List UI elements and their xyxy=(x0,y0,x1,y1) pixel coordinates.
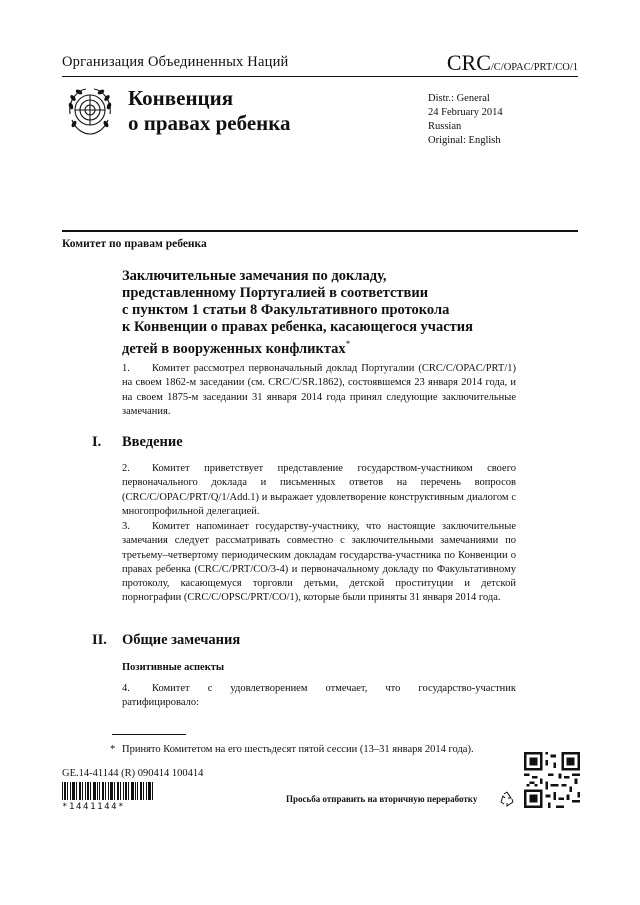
barcode-number: *1441144* xyxy=(62,802,126,812)
document-symbol xyxy=(447,50,578,76)
paragraph-text: Комитет напоминает государству-участнику, что настоящие заключительные замечания следует рассматривать совместно с заключительными замечаниями по третьему–четвертому периодическим докладам государства-участника по Конвенции о правах ребенка (CRC/C/PRT/CO/3-4) и первоначальному докладу по Факультативному протоколу, касающемуся торговли детьми, детской проституции и детской порнографии (CRC/C/OPSC/PRT/CO/1), которые были приняты 31 января 2014 года. xyxy=(122,521,516,604)
title-line4: к Конвенции о правах ребенка, касающегося участия xyxy=(122,319,473,335)
barcode-icon xyxy=(62,782,154,800)
section-number: II. xyxy=(92,632,107,648)
qr-code-icon xyxy=(524,752,580,808)
paragraph-3 xyxy=(122,520,516,606)
committee-name: Комитет по правам ребенка xyxy=(62,238,207,250)
un-emblem-icon xyxy=(62,84,118,140)
paragraph-number: 1. xyxy=(122,363,130,374)
footnote-text: Принято Комитетом на его шестьдесят пятой сессии (13–31 января 2014 года). xyxy=(122,744,474,755)
paragraph-1 xyxy=(122,362,516,419)
title-footnote-mark: * xyxy=(345,339,351,349)
title-line5 xyxy=(122,336,522,358)
distribution-block xyxy=(428,92,503,148)
title-line3: с пунктом 1 статьи 8 Факультативного протокола xyxy=(122,302,450,318)
footnote-mark: * xyxy=(110,744,116,755)
recycle-note: Просьба отправить на вторичную переработку xyxy=(286,794,478,804)
title-line5-text: детей в вооруженных конфликтах xyxy=(122,340,346,357)
footnote-rule xyxy=(112,734,186,735)
paragraph-text: Комитет с удовлетворением отмечает, что государство-участник ратифицировало: xyxy=(122,683,516,709)
paragraph-number: 2. xyxy=(122,463,130,474)
title-line2: представленному Португалией в соответствии xyxy=(122,285,429,301)
paragraph-4 xyxy=(122,682,516,711)
subheading-positive-aspects: Позитивные аспекты xyxy=(122,662,225,673)
paragraph-number: 4. xyxy=(122,683,130,694)
title-rule xyxy=(62,230,578,232)
header-rule xyxy=(62,76,578,77)
job-number: GE.14-41144 (R) 090414 100414 xyxy=(62,768,204,779)
section-title: Общие замечания xyxy=(122,632,241,648)
organization-name: Организация Объединенных Наций xyxy=(62,54,289,70)
distribution: Distr.: General xyxy=(428,93,490,104)
section-title: Введение xyxy=(122,434,183,450)
section-number: I. xyxy=(92,434,102,450)
recycle-icon xyxy=(498,790,516,808)
issue-date: 24 February 2014 xyxy=(428,107,503,118)
symbol-sub: /C/OPAC/PRT/CO/1 xyxy=(490,62,578,73)
paragraph-text: Комитет рассмотрел первоначальный доклад Португалии (CRC/C/OPAC/PRT/1) на своем 1862-м заседании (см. CRC/C/SR.1862), состоявшемся 23 января 2014 года, и на своем 1875-м заседании 31 января 2014 года принял следующие заключительные замечания. xyxy=(122,363,516,417)
convention-title-line2: о правах ребенка xyxy=(128,111,291,135)
footnote xyxy=(110,744,474,755)
paragraph-text: Комитет приветствует представление государством-участником своего первоначального доклада и письменных ответов на перечень вопросов (CRC/C/OPAC/PRT/Q/1/Add.1) и выражает удовлетворение конструктивным диалогом с многопрофильной делегацией. xyxy=(122,463,516,517)
section-heading-2 xyxy=(92,632,241,649)
convention-title xyxy=(128,86,291,136)
section-heading-1 xyxy=(92,434,183,451)
symbol-main: CRC xyxy=(446,50,491,75)
title-line1: Заключительные замечания по докладу, xyxy=(122,268,387,284)
document-title xyxy=(122,268,522,358)
paragraph-number: 3. xyxy=(122,521,130,532)
convention-title-line1: Конвенция xyxy=(128,86,234,110)
document-language: Russian xyxy=(428,121,462,132)
original-language: Original: English xyxy=(428,135,501,146)
paragraph-2 xyxy=(122,462,516,519)
